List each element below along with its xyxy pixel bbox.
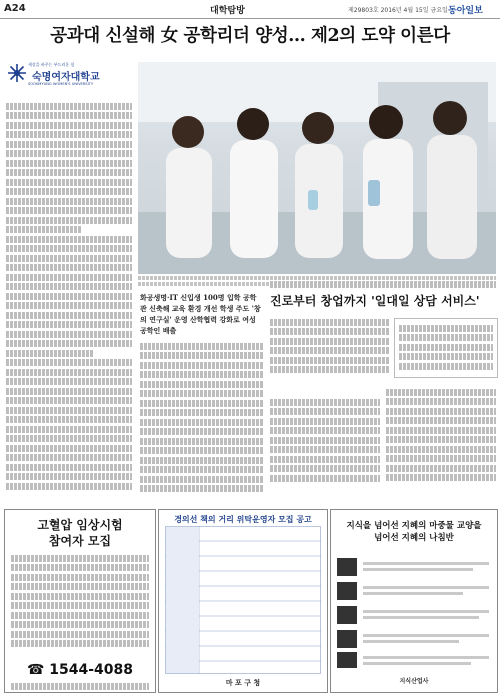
page-number: A24 xyxy=(4,3,26,14)
issue-date: 제29803호 2016년 4월 15일 금요일 xyxy=(348,7,448,14)
book-street-ad-title: 경의선 책의 거리 위탁운영자 모집 공고 xyxy=(174,515,312,524)
university-emblem-icon xyxy=(6,62,28,84)
page-header xyxy=(0,0,500,19)
side-article-body-lower-left xyxy=(270,396,380,496)
book-street-ad-table xyxy=(165,526,321,674)
clinical-ad-subtitle: 참여자 모집 xyxy=(48,534,112,548)
clinical-ad-phone: ☎ 1544-4088 xyxy=(26,662,134,678)
article-body-middle xyxy=(140,340,264,500)
side-article-headline: 진로부터 창업까지 '일대일 상담 서비스' xyxy=(270,294,480,308)
article-body-left xyxy=(6,100,132,500)
book-street-ad xyxy=(158,509,328,693)
book-street-ad-footer: 마 포 구 청 xyxy=(225,679,261,687)
article-photo xyxy=(138,62,496,274)
university-logo-text: 숙명여자대학교 xyxy=(32,72,100,83)
lab-photo-illustration xyxy=(138,62,496,274)
article-headline: 공과대 신설해 女 공학리더 양성… 제2의 도약 이른다 xyxy=(50,26,450,46)
publisher-ad-books xyxy=(337,556,491,670)
clinical-trial-ad xyxy=(4,509,156,693)
logo-slogan: 세상을 바꾸는 부드러운 힘 xyxy=(28,62,75,67)
section-title: 대학탐방 xyxy=(210,6,245,16)
sidebar-box xyxy=(394,318,498,378)
side-article-body-lower-right xyxy=(386,386,496,496)
publisher-ad xyxy=(330,509,498,693)
publisher-ad-title: 지식을 넘어선 지혜의 마중물 교양을 넘어선 지혜의 나침반 xyxy=(346,521,482,543)
university-english-name: SOOKMYUNG WOMEN'S UNIVERSITY xyxy=(28,82,94,86)
side-article-body xyxy=(270,316,390,386)
pull-quote: 화공생명·IT 신입생 100명 입학 공학관 신축해 교육 환경 개선 학생 주도 '창의 연구실' 운영 산학협력 강화로 여성 공학인 배출 xyxy=(140,293,261,335)
newspaper-name: 동아일보 xyxy=(448,6,483,16)
clinical-ad-title: 고혈압 임상시험 xyxy=(37,518,123,532)
publisher-ad-footer: 지식산업사 xyxy=(399,678,429,685)
article-body-right-top xyxy=(270,278,496,290)
